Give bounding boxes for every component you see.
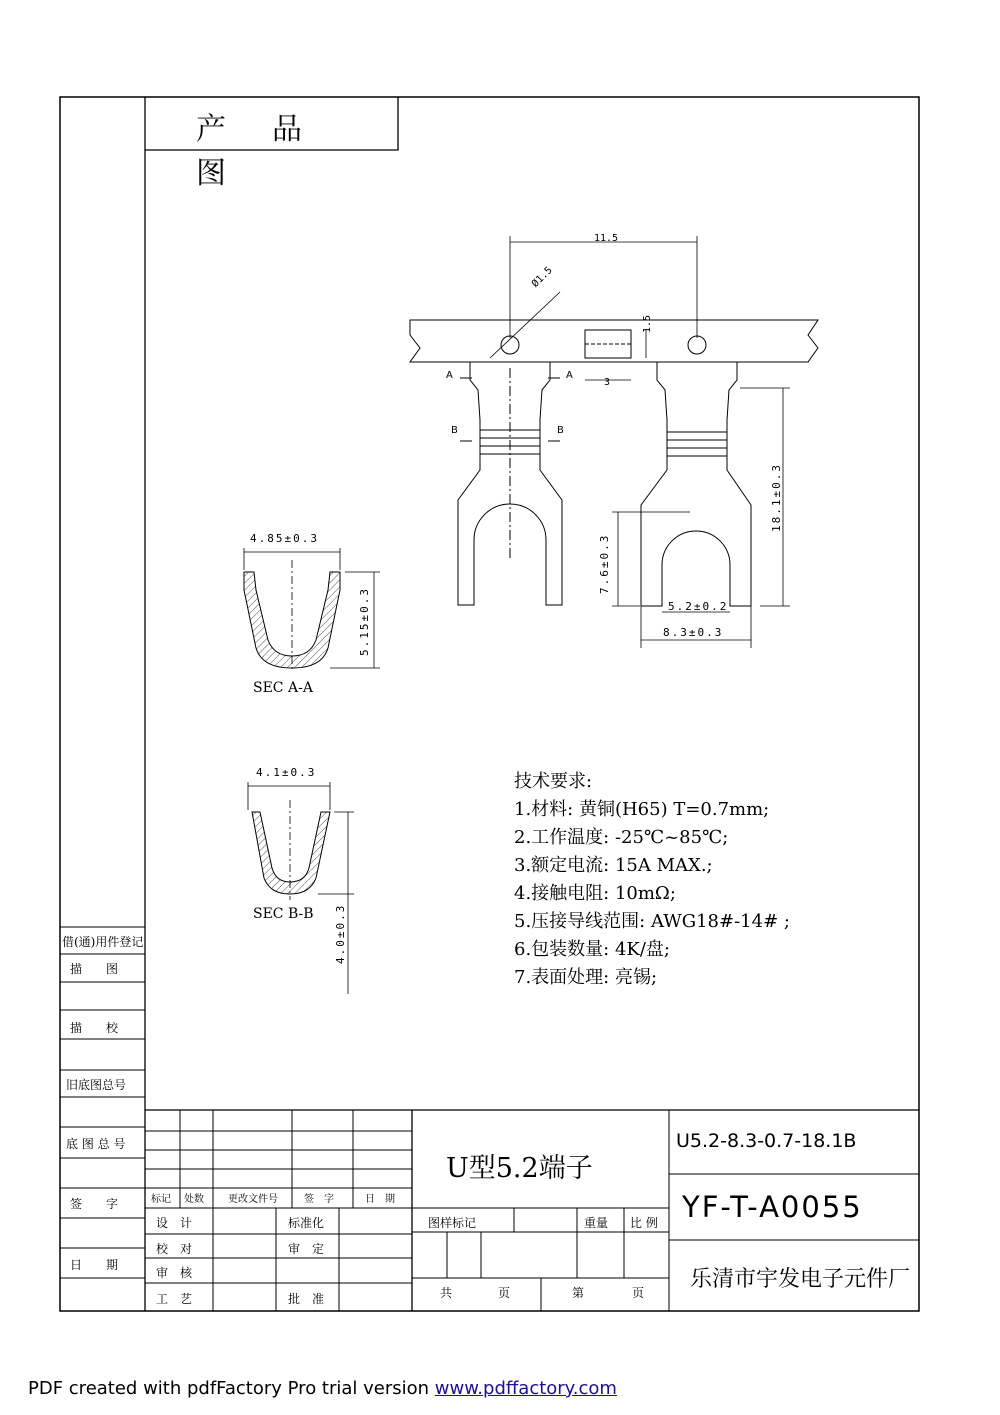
tech-note-item: 3.额定电流: 15A MAX.; xyxy=(514,855,713,876)
tech-note-item: 6.包装数量: 4K/盘; xyxy=(514,939,670,960)
strip-label-traced-check: 描 校 xyxy=(70,1021,119,1035)
rev-header-date: 日 期 xyxy=(365,1194,395,1205)
sec-a-label: SEC A-A xyxy=(253,680,313,696)
strip-label-drawn: 描 图 xyxy=(70,962,119,976)
footer-link[interactable]: www.pdffactory.com xyxy=(434,1378,617,1399)
dim-sec-b-height: 4.0±0.3 xyxy=(334,903,347,964)
strip-label-registration: 借(通)用件登记 xyxy=(62,935,144,949)
footer-text: PDF created with pdfFactory Pro trial version xyxy=(28,1378,435,1399)
dim-pitch-h: 1.5 xyxy=(642,314,653,333)
dim-sec-a-height: 5.15±0.3 xyxy=(358,587,371,656)
strip-label-old-base-no: 旧底图总号 xyxy=(66,1078,127,1092)
dim-pitch-w: 3 xyxy=(604,377,611,388)
dim-sec-a-width: 4.85±0.3 xyxy=(250,532,319,545)
strip-label-date: 日 期 xyxy=(70,1258,119,1272)
role-review: 审 核 xyxy=(156,1266,193,1280)
header-char-3: 图 xyxy=(196,156,226,191)
drawing-number: YF-T-A0055 xyxy=(682,1190,863,1224)
page-label-2: 页 xyxy=(632,1286,645,1300)
tech-note-item: 4.接触电阻: 10mΩ; xyxy=(514,883,676,904)
strip-label-signature: 签 字 xyxy=(70,1197,119,1211)
part-spec: U5.2-8.3-0.7-18.1B xyxy=(676,1130,857,1152)
scale-label: 比 例 xyxy=(630,1216,658,1230)
rev-header-doc: 更改文件号 xyxy=(228,1194,278,1205)
tech-notes-title: 技术要求: xyxy=(514,771,593,792)
weight-label: 重量 xyxy=(584,1216,609,1230)
pilot-hole-right xyxy=(688,336,706,354)
section-mark-a-right: A xyxy=(566,370,573,381)
product-name: U型5.2端子 xyxy=(446,1153,593,1184)
role-approve: 批 准 xyxy=(288,1292,325,1306)
role-check: 校 对 xyxy=(156,1242,193,1256)
tech-note-item: 7.表面处理: 亮锡; xyxy=(514,967,658,988)
dim-total-length: 18.1±0.3 xyxy=(770,463,783,532)
company-name: 乐清市宇发电子元件厂 xyxy=(690,1267,911,1292)
dim-hole-dia: Ø1.5 xyxy=(530,264,555,290)
dim-fork-width: 8.3±0.3 xyxy=(663,626,724,639)
pdf-footer xyxy=(28,1378,617,1399)
rev-header-count: 处数 xyxy=(184,1194,204,1205)
tech-note-item: 5.压接导线范围: AWG18#-14# ; xyxy=(514,911,790,932)
tech-note-item: 1.材料: 黄铜(H65) T=0.7mm; xyxy=(514,799,770,820)
rev-header-mark: 标记 xyxy=(151,1194,171,1205)
section-mark-b-right: B xyxy=(557,425,564,436)
terminal-right xyxy=(641,362,751,606)
role-design: 设 计 xyxy=(156,1216,193,1230)
dim-slot-width: 5.2±0.2 xyxy=(668,600,729,613)
strip-label-base-no: 底 图 总 号 xyxy=(66,1137,126,1151)
section-mark-a-left: A xyxy=(446,370,453,381)
page-label-1: 页 xyxy=(498,1286,511,1300)
total-label: 共 xyxy=(440,1286,453,1300)
sheet-label: 第 xyxy=(572,1286,585,1300)
dim-sec-b-width: 4.1±0.3 xyxy=(256,766,317,779)
role-approve-def: 审 定 xyxy=(288,1242,325,1256)
section-mark-b-left: B xyxy=(451,425,458,436)
sample-mark-label: 图样标记 xyxy=(428,1216,477,1230)
role-standard: 标准化 xyxy=(288,1216,325,1230)
dim-slot-depth: 7.6±0.3 xyxy=(598,533,611,594)
header-char-1: 产 xyxy=(196,112,226,147)
role-process: 工 艺 xyxy=(156,1292,193,1306)
carrier-strip xyxy=(410,320,818,362)
outer-frame xyxy=(60,97,919,1311)
sec-b-label: SEC B-B xyxy=(253,906,314,922)
rev-header-sign: 签 字 xyxy=(304,1194,334,1205)
dim-top-width: 11.5 xyxy=(594,233,619,244)
section-b-shape xyxy=(252,812,330,894)
header-char-2: 品 xyxy=(272,112,302,147)
tech-note-item: 2.工作温度: -25℃~85℃; xyxy=(514,827,729,848)
